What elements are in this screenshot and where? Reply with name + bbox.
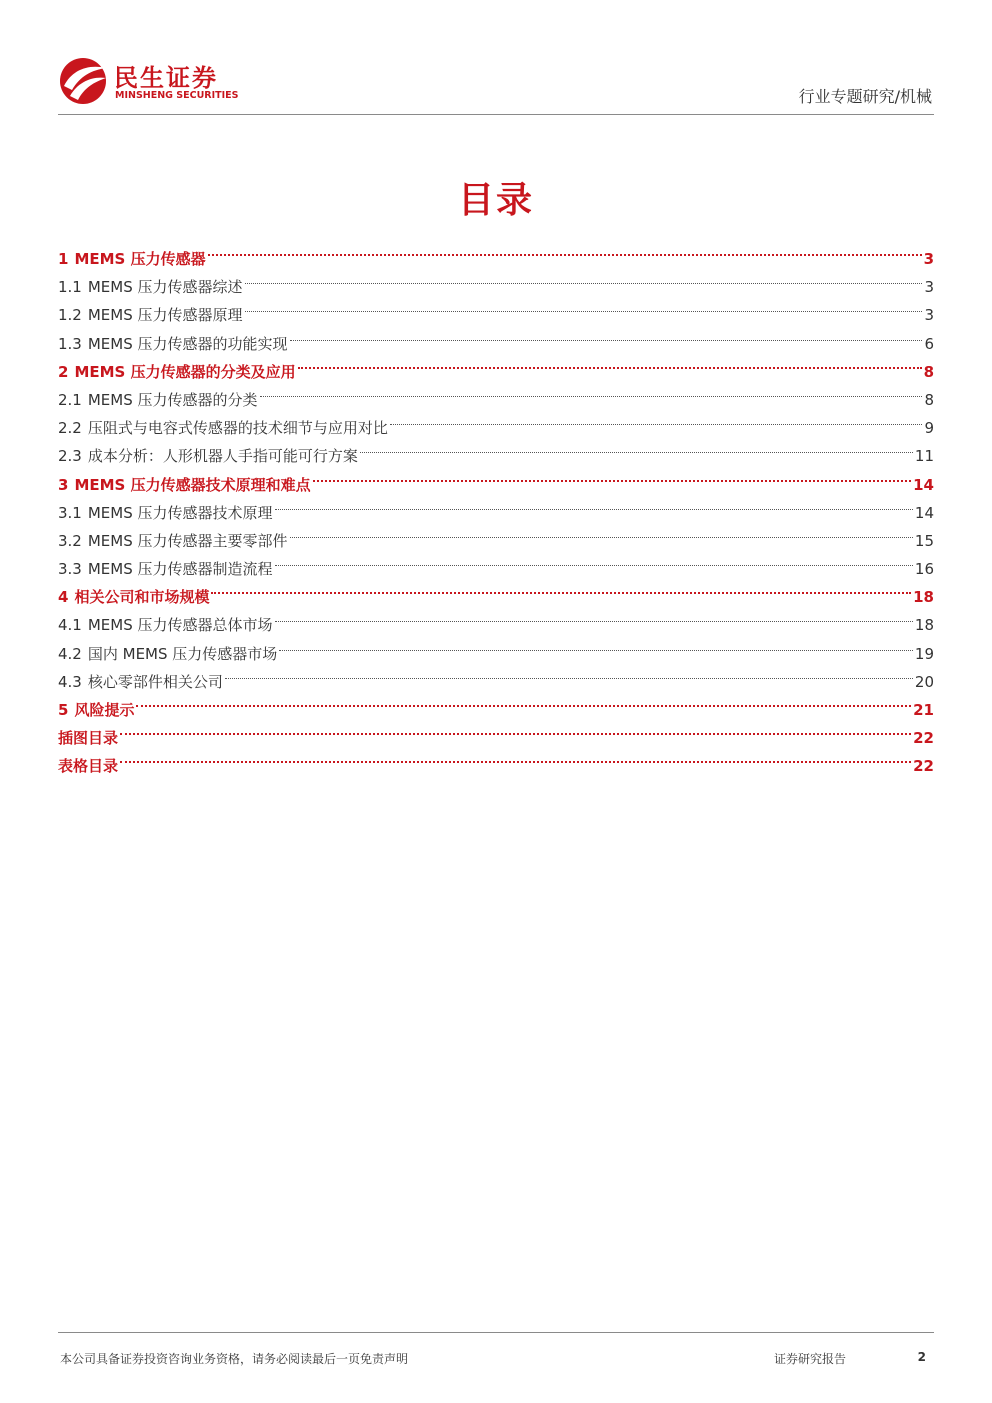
toc-entry-page: 14	[914, 503, 934, 522]
toc-entry-title: MEMS 压力传感器主要零部件	[87, 531, 288, 550]
toc-dot-leader	[275, 602, 913, 630]
toc-dot-leader	[290, 518, 913, 546]
toc-entry-page: 18	[913, 588, 934, 607]
toc-entry-page: 16	[914, 560, 934, 579]
minsheng-logo-icon	[58, 56, 110, 106]
toc-entry-title: MEMS 压力传感器	[74, 250, 206, 268]
toc-entry-page: 3	[924, 306, 934, 325]
toc-entry-page: 15	[914, 531, 934, 550]
toc-dot-leader	[298, 349, 922, 377]
page-footer	[58, 1332, 934, 1373]
company-logo	[58, 56, 248, 106]
toc-dot-leader	[390, 405, 923, 433]
toc-entry-number: 1.2	[58, 306, 82, 325]
toc-entry-title: MEMS 压力传感器的功能实现	[87, 334, 288, 353]
toc-entry-title: 表格目录	[58, 757, 119, 776]
toc-dot-leader	[120, 743, 911, 771]
toc-entry-title: 相关公司和市场规模	[74, 588, 210, 607]
toc-entry-title: MEMS 压力传感器的分类及应用	[74, 362, 296, 381]
toc-entry-number: 3.1	[58, 503, 82, 522]
toc-dot-leader	[290, 321, 923, 349]
toc-entry-number: 1	[58, 250, 69, 268]
toc-entry-title: 插图目录	[58, 729, 119, 748]
toc-entry-page: 21	[913, 701, 934, 719]
brand-name-en: MINSHENG SECURITIES	[115, 90, 239, 101]
toc-entry-page: 18	[914, 616, 934, 635]
toc-entry-title: MEMS 压力传感器技术原理	[87, 503, 273, 522]
disclaimer-text: 本公司具备证券投资咨询业务资格，请务必阅读最后一页免责声明	[60, 1352, 409, 1366]
toc-entry-page: 22	[913, 757, 934, 776]
toc-dot-leader	[225, 659, 913, 687]
toc-entry-title: MEMS 压力传感器制造流程	[87, 560, 273, 579]
toc-entry-title: MEMS 压力传感器技术原理和难点	[74, 475, 311, 494]
page-title: 目录	[457, 180, 534, 221]
toc-entry-title: 成本分析：人形机器人手指可能可行方案	[87, 447, 358, 466]
toc-entry-title: 核心零部件相关公司	[87, 672, 223, 691]
page-number: 2	[917, 1350, 926, 1364]
toc-entry-page: 8	[923, 362, 934, 381]
toc-entry-title: MEMS 压力传感器综述	[87, 278, 243, 297]
toc-entry-number: 4.2	[58, 644, 82, 663]
toc-entry-number: 2	[58, 362, 69, 381]
toc-entry[interactable]	[58, 687, 934, 719]
toc-dot-leader	[211, 574, 911, 602]
toc-dot-leader	[275, 546, 913, 574]
toc-dot-leader	[360, 433, 913, 461]
toc-entry-number: 4.3	[58, 672, 82, 691]
toc-entry-page: 11	[914, 447, 934, 466]
toc-dot-leader	[120, 715, 911, 743]
toc-dot-leader	[245, 292, 923, 320]
toc-dot-leader	[275, 490, 913, 518]
toc-dot-leader	[313, 462, 912, 490]
toc-entry-page: 8	[924, 390, 934, 409]
toc-entry-page: 19	[914, 644, 934, 663]
page-header	[58, 56, 934, 115]
toc-entry-title: MEMS 压力传感器的分类	[87, 390, 258, 409]
toc-entry[interactable]	[58, 715, 934, 748]
brand-name-cn: 民生证券	[114, 64, 218, 92]
table-of-contents	[58, 236, 934, 776]
toc-entry-title: 压阻式与电容式传感器的技术细节与应用对比	[87, 419, 388, 438]
toc-dot-leader	[260, 377, 923, 405]
toc-entry-number: 3	[58, 475, 69, 494]
toc-entry-title: MEMS 压力传感器原理	[87, 306, 243, 325]
toc-entry-page: 9	[924, 419, 934, 438]
toc-dot-leader	[136, 687, 911, 715]
toc-entry-number: 2.3	[58, 447, 82, 466]
toc-entry-number: 2.1	[58, 390, 82, 409]
toc-dot-leader	[279, 631, 913, 659]
toc-entry-page: 6	[924, 334, 934, 353]
toc-entry-title: MEMS 压力传感器总体市场	[87, 616, 273, 635]
toc-dot-leader	[245, 264, 923, 292]
toc-entry-number: 2.2	[58, 419, 82, 438]
toc-entry-number: 4.1	[58, 616, 82, 635]
toc-entry-number: 3.3	[58, 560, 82, 579]
toc-entry-number: 1.3	[58, 334, 82, 353]
toc-entry-page: 22	[913, 729, 934, 748]
toc-entry[interactable]	[58, 236, 934, 268]
toc-entry-number: 1.1	[58, 278, 82, 297]
toc-entry-number: 3.2	[58, 531, 82, 550]
report-category: 行业专题研究/机械	[798, 87, 932, 106]
toc-entry-number: 5	[58, 701, 69, 719]
toc-entry-title: 国内 MEMS 压力传感器市场	[87, 644, 278, 663]
toc-entry-page: 3	[924, 278, 934, 297]
toc-entry-page: 20	[914, 672, 934, 691]
toc-entry-number: 4	[58, 588, 69, 607]
toc-entry[interactable]	[58, 743, 934, 776]
toc-entry-title: 风险提示	[74, 701, 135, 719]
report-type: 证券研究报告	[774, 1352, 847, 1366]
toc-entry-page: 3	[923, 250, 934, 268]
toc-entry-page: 14	[913, 475, 934, 494]
toc-dot-leader	[208, 236, 922, 264]
